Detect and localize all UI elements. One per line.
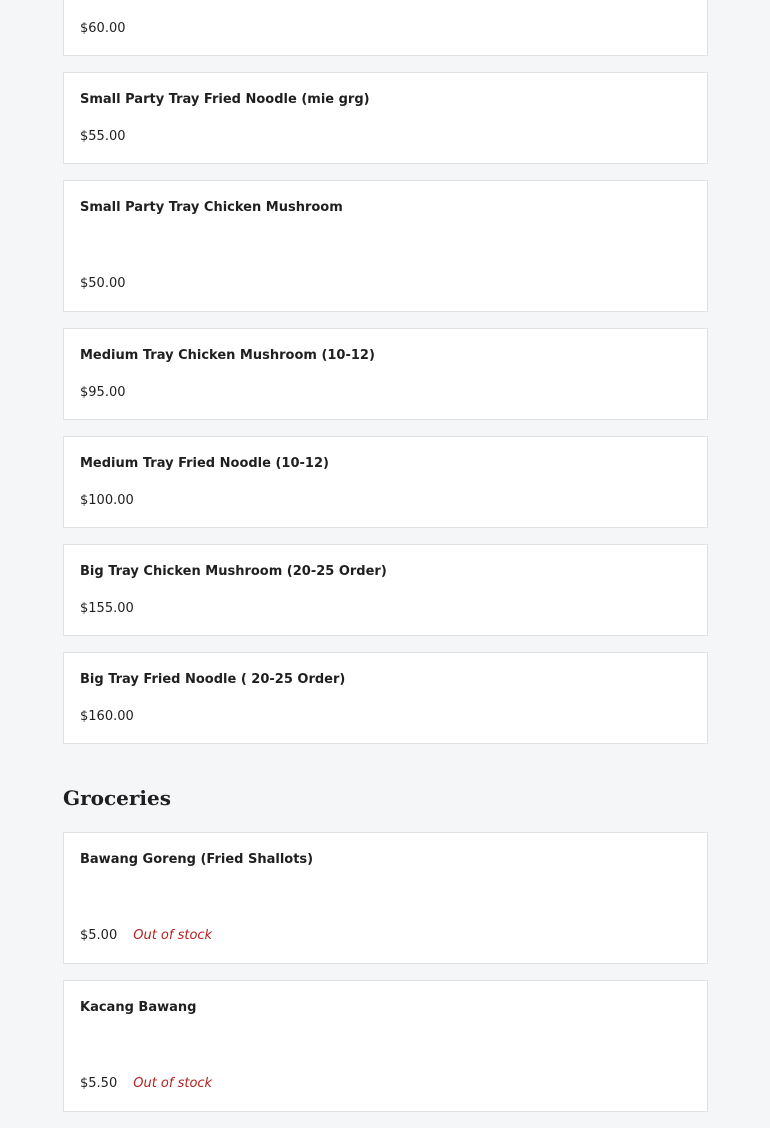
- menu-item-card[interactable]: [63, 72, 708, 164]
- menu-item-card[interactable]: [63, 180, 708, 312]
- item-price: $60.00: [80, 21, 126, 36]
- price-row: [80, 127, 126, 147]
- menu-item-card[interactable]: [63, 328, 708, 420]
- price-row: [80, 1075, 212, 1093]
- price-row: [80, 19, 126, 39]
- menu-item-card[interactable]: [63, 0, 708, 56]
- item-title[interactable]: Big Tray Fried Noodle ( 20-25 Order): [80, 672, 346, 687]
- item-title[interactable]: Big Tray Chicken Mushroom (20-25 Order): [80, 564, 387, 579]
- price-row: [80, 275, 126, 293]
- item-title[interactable]: Small Party Tray Chicken Mushroom: [80, 200, 343, 215]
- item-price: $155.00: [80, 601, 134, 616]
- item-price: $50.00: [80, 276, 126, 291]
- menu-item-card[interactable]: [63, 652, 708, 744]
- item-price: $55.00: [80, 129, 126, 144]
- menu-item-card[interactable]: [63, 544, 708, 636]
- item-price: $100.00: [80, 493, 134, 508]
- out-of-stock-label: Out of stock: [133, 928, 213, 943]
- item-title[interactable]: Medium Tray Fried Noodle (10-12): [80, 456, 329, 471]
- section-heading-groceries: Groceries: [63, 786, 171, 810]
- item-price: $5.00: [80, 928, 118, 943]
- price-row: [80, 491, 134, 511]
- menu-item-card[interactable]: [63, 832, 708, 964]
- item-title[interactable]: Kacang Bawang: [80, 1000, 197, 1015]
- item-title[interactable]: Bawang Goreng (Fried Shallots): [80, 852, 314, 867]
- item-price: $160.00: [80, 709, 134, 724]
- price-row: [80, 707, 134, 727]
- item-price: $5.50: [80, 1076, 118, 1091]
- price-row: [80, 599, 134, 619]
- item-price: $95.00: [80, 385, 126, 400]
- out-of-stock-label: Out of stock: [133, 1076, 213, 1091]
- price-row: [80, 927, 212, 945]
- item-title[interactable]: Small Party Tray Fried Noodle (mie grg): [80, 92, 370, 107]
- menu-item-card[interactable]: [63, 980, 708, 1112]
- item-title[interactable]: Medium Tray Chicken Mushroom (10-12): [80, 348, 375, 363]
- menu-item-card[interactable]: [63, 436, 708, 528]
- menu-list: [63, 0, 708, 1128]
- price-row: [80, 383, 126, 403]
